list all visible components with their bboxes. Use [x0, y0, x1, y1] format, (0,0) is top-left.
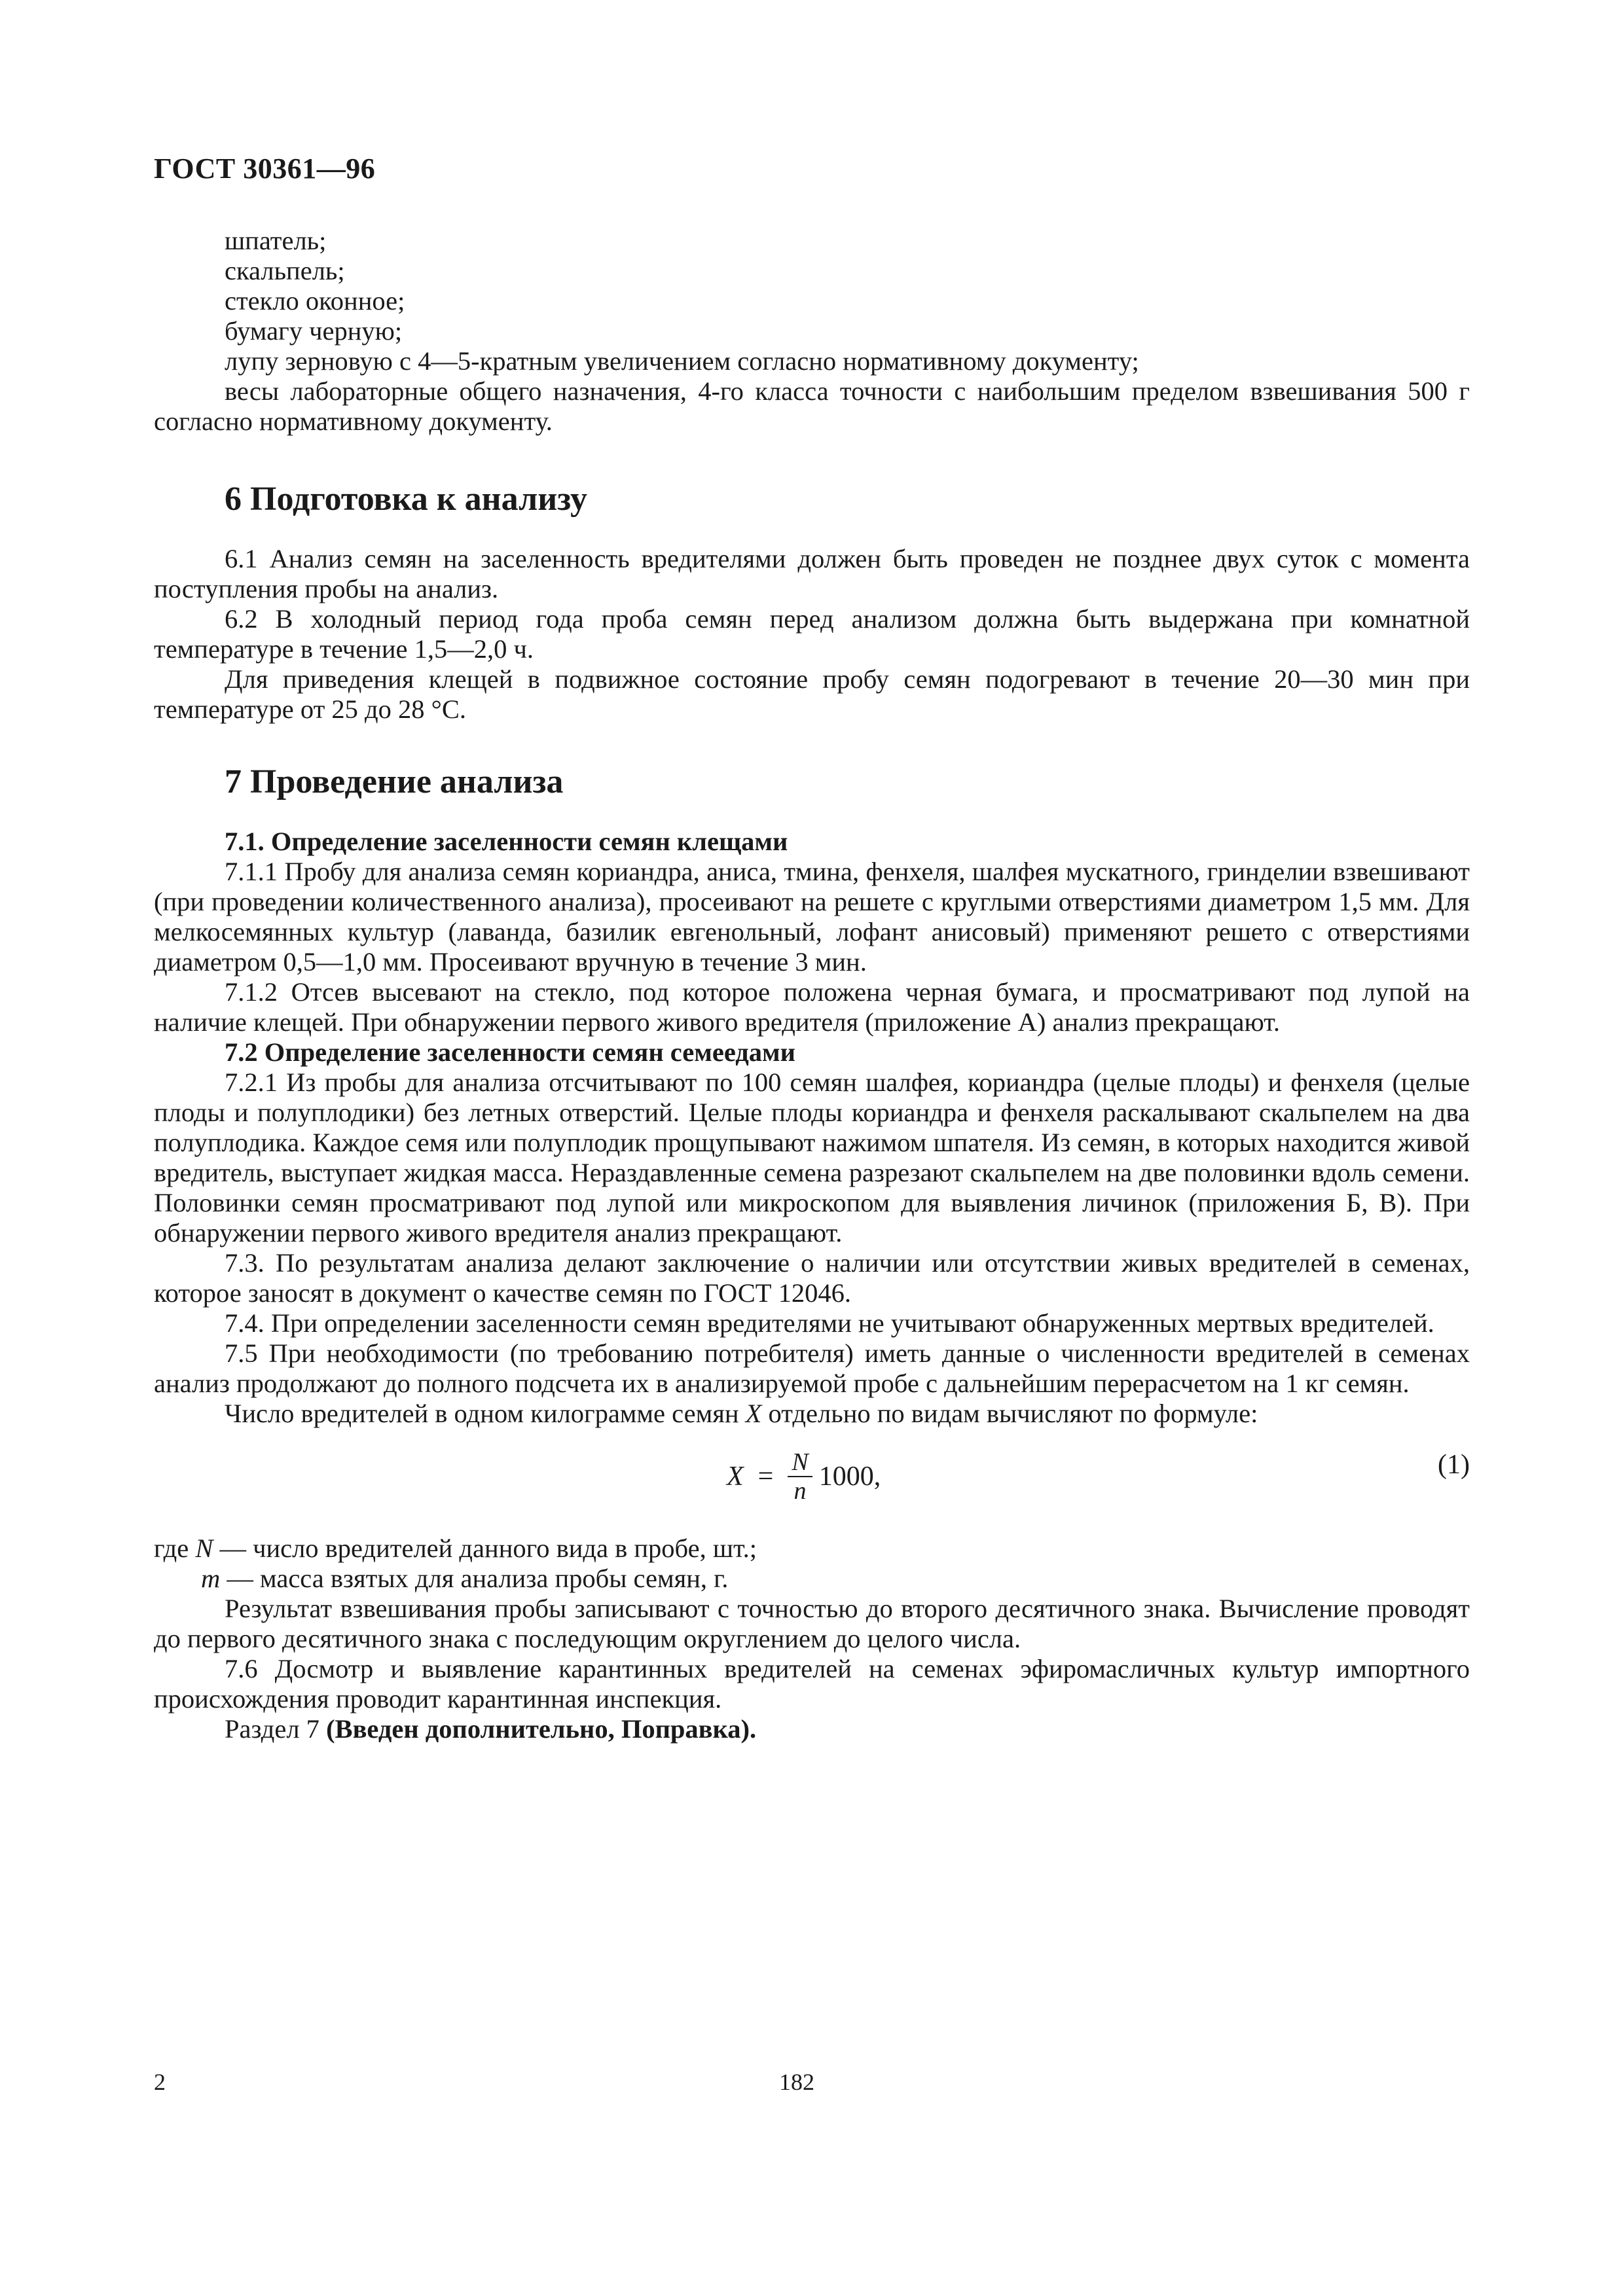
variable-m: m — [201, 1564, 221, 1593]
note-bold: (Введен дополнительно, Поправка). — [326, 1714, 757, 1744]
paragraph-7-3: 7.3. По результатам анализа делают заключение о наличии или отсутствии живых вредителей в семенах, которое заносят в документ о качестве семян по ГОСТ 12046. — [154, 1248, 1470, 1308]
subsection-7-2-title: 7.2 Определение заселенности семян семеедами — [225, 1037, 795, 1067]
variable-n: N — [195, 1534, 213, 1563]
paragraph-6-2: 6.2 В холодный период года проба семян перед анализом должна быть выдержана при комнатной температуре в течение 1,5—2,0 ч. — [154, 604, 1470, 664]
paragraph-result: Результат взвешивания пробы записывают с точностью до второго десятичного знака. Вычисление проводят до первого десятичного знака с последующим округлением до целого числа. — [154, 1594, 1470, 1653]
where-n-text: — число вредителей данного вида в пробе, шт.; — [213, 1534, 757, 1563]
paragraph-7-1-1: 7.1.1 Пробу для анализа семян кориандра, аниса, тмина, фенхеля, шалфея мускатного, гринделии взвешивают (при проведении количественного анализа), просеивают на решете с круглыми отверстиями диаметром 1,5 мм. Для мелкосемянных культур (лаванда, базилик евгенольный, лофант анисовый) применяют решето с отверстиями диаметром 0,5—1,0 мм. Просеивают вручную в течение 3 мин. — [154, 857, 1470, 977]
formula-numerator: N — [788, 1448, 812, 1477]
list-item: бумагу черную; — [225, 316, 403, 346]
where-m-line — [154, 1564, 1470, 1594]
section-note — [154, 1714, 1470, 1744]
paragraph-7-2-1: 7.2.1 Из пробы для анализа отсчитывают по 100 семян шалфея, кориандра (целые плоды) и фенхеля (целые плоды и полуплодики) без летных отверстий. Целые плоды кориандра и фенхеля раскалывают скальпелем на два полуплодика. Каждое семя или полуплодик прощупывают нажимом шпателя. Из семян, в которых находится живой вредитель, выступает жидкая масса. Нераздавленные семена разрезают скальпелем на две половинки вдоль семени. Половинки семян просматривают под лупой или микроскопом для выявления личинок (приложения Б, В). При обнаружении первого живого вредителя анализ прекращают. — [154, 1067, 1470, 1247]
formula-fraction — [788, 1448, 812, 1505]
scales-item: весы лабораторные общего назначения, 4-го класса точности с наибольшим пределом взвешивания 500 г согласно нормативному документу. — [154, 376, 1470, 436]
formula-expression — [727, 1448, 881, 1505]
section-6-title: 6 Подготовка к анализу — [225, 480, 588, 518]
list-item: шпатель; — [225, 226, 327, 255]
section-7-title: 7 Проведение анализа — [225, 763, 564, 800]
document-code-header: ГОСТ 30361—96 — [154, 152, 376, 185]
paragraph-7-1-2: 7.1.2 Отсев высевают на стекло, под которое положена черная бумага, и просматривают под лупой на наличие клещей. При обнаружении первого живого вредителя (приложение А) анализ прекращают. — [154, 977, 1470, 1037]
paragraph-6-1: 6.1 Анализ семян на заселенность вредителями должен быть проведен не позднее двух суток с момента поступления пробы на анализ. — [154, 544, 1470, 603]
variable-x: X — [745, 1399, 762, 1428]
where-n-line — [154, 1534, 1470, 1564]
where-prefix: где — [154, 1534, 196, 1563]
formula-denominator: n — [793, 1477, 807, 1505]
page-number-center: 182 — [779, 2069, 814, 2095]
formula-multiplier: 1000, — [818, 1462, 881, 1492]
paragraph-7-4: 7.4. При определении заселенности семян вредителями не учитывают обнаруженных мертвых вредителей. — [225, 1308, 1434, 1338]
where-m-text: — масса взятых для анализа пробы семян, г. — [220, 1564, 729, 1593]
page-number-left: 2 — [154, 2069, 166, 2095]
paragraph-7-6: 7.6 Досмотр и выявление карантинных вредителей на семенах эфиромасличных культур импортного происхождения проводит карантинная инспекция. — [154, 1654, 1470, 1713]
formula-intro-text-end: отдельно по видам вычисляют по формуле: — [761, 1399, 1258, 1428]
formula-intro — [154, 1399, 1470, 1429]
equipment-list — [154, 226, 1470, 376]
note-prefix: Раздел 7 — [225, 1714, 327, 1744]
subsection-7-1-title: 7.1. Определение заселенности семян клещами — [225, 827, 788, 856]
formula-equals: = — [757, 1462, 774, 1492]
formula-number: (1) — [1438, 1450, 1470, 1480]
list-item: лупу зерновую с 4—5-кратным увеличением согласно нормативному документу; — [225, 346, 1139, 376]
paragraph-7-5: 7.5 При необходимости (по требованию потребителя) иметь данные о численности вредителей в семенах анализ продолжают до полного подсчета их в анализируемой пробе с дальнейшим перерасчетом на 1 кг семян. — [154, 1338, 1470, 1398]
formula-lhs: X — [727, 1462, 744, 1492]
list-item: скальпель; — [225, 256, 345, 285]
list-item: стекло оконное; — [225, 286, 405, 315]
paragraph-6-2-note: Для приведения клещей в подвижное состояние пробу семян подогревают в течение 20—30 мин при температуре от 25 до 28 °С. — [154, 664, 1470, 724]
formula-intro-text: Число вредителей в одном килограмме семян — [225, 1399, 746, 1428]
formula-block — [154, 1435, 1470, 1534]
document-body — [154, 226, 1470, 1744]
